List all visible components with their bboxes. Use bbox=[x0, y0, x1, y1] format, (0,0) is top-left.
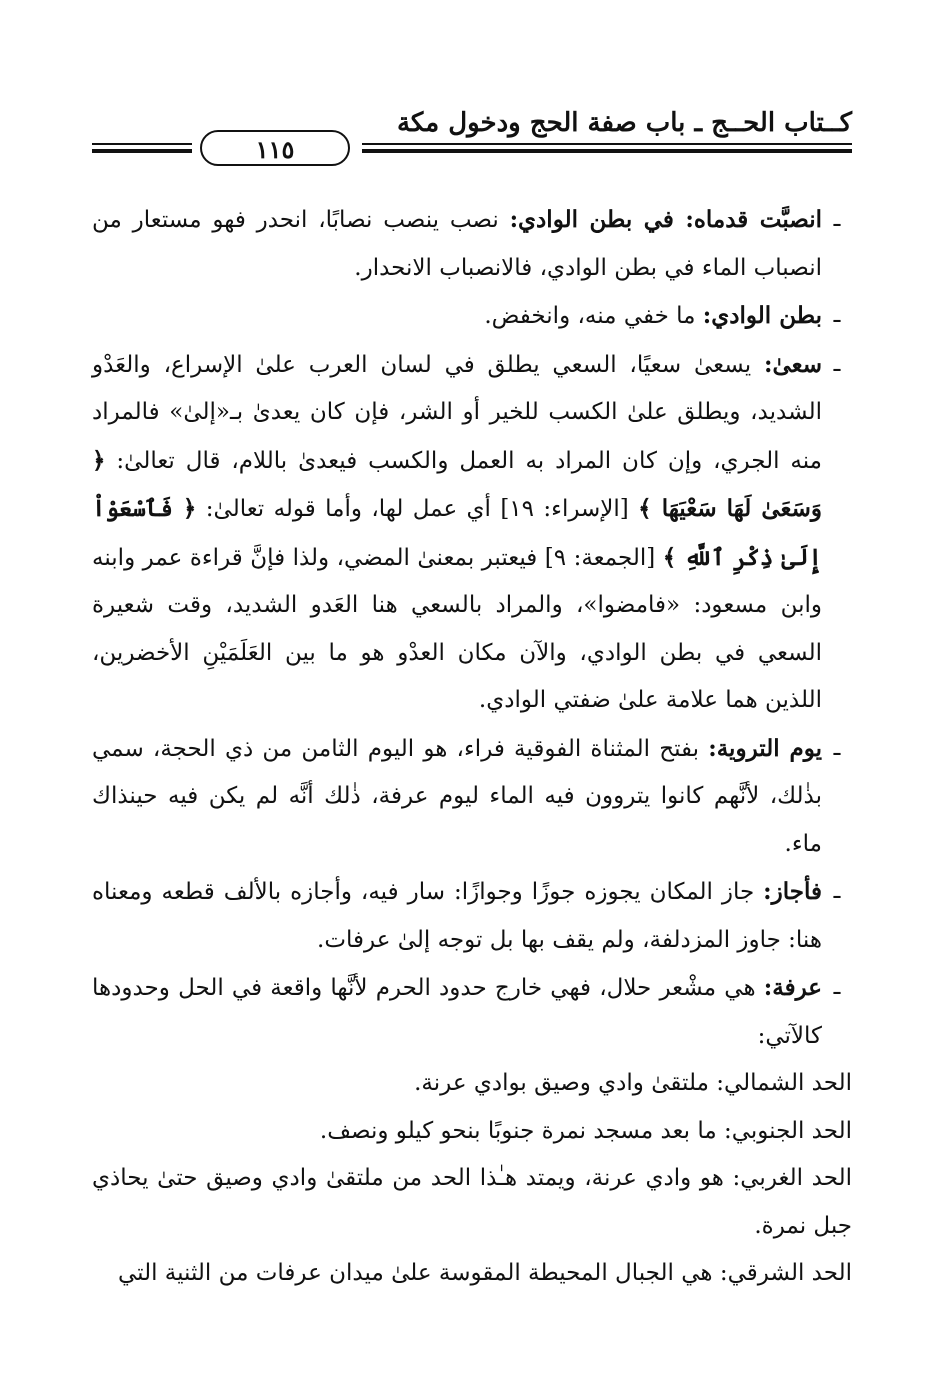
entry-text: [الإسراء: ١٩] أي عمل لها، وأما قوله تعالىٰ: bbox=[196, 496, 639, 522]
entry-text: هي مشْعر حلال، فهي خارج حدود الحرم لأنَّها واقعة في الحل وحدودها كالآتي: bbox=[92, 975, 822, 1049]
entry-tarwiya bbox=[92, 725, 852, 869]
boundary-west: الحد الغربي: هو وادي عرنة، ويمتد هـٰذا الحد من ملتقىٰ وادي وصيق حتىٰ يحاذي جبل نمرة. bbox=[92, 1165, 852, 1239]
entry-text: جاز المكان يجوزه جوزًا وجوازًا: سار فيه، وأجازه بالألف قطعه ومعناه هنا: جاوز المزدلفة، ولم يقف بها بل توجه إلىٰ عرفات. bbox=[92, 879, 822, 953]
entry-term: فأجاز: bbox=[763, 878, 822, 905]
entry-dash: ـ bbox=[833, 878, 841, 904]
entry-dash: ـ bbox=[833, 350, 841, 377]
entry-text: [الجمعة: ٩] فيعتبر بمعنىٰ المضي، ولذا فإنَّ قراءة عمر وابنه وابن مسعود: «فامضوا»، والمراد بالسعي هنا العَدو الشديد، وقت شعيرة السعي في بطن الوادي، والآن مكان العدْو هو ما بين العَلَمَيْنِ الأخضرين، اللذين هما علامة علىٰ ضفتي الوادي. bbox=[92, 544, 822, 713]
entry-term: يوم التروية: bbox=[708, 734, 822, 762]
entry-arafa bbox=[92, 964, 852, 1060]
boundary-north: الحد الشمالي: ملتقىٰ وادي وصيق بوادي عرنة. bbox=[414, 1070, 852, 1096]
entry-text: ما خفي منه، وانخفض. bbox=[484, 303, 703, 329]
entry-term: عرفة: bbox=[763, 974, 822, 1001]
entry-term: بطن الوادي: bbox=[702, 302, 822, 329]
quran-verse: ﴿ وَسَعَىٰ لَهَا سَعْيَهَا ﴾ bbox=[92, 446, 822, 522]
entry-term: انصبَّت قدماه: في بطن الوادي: bbox=[509, 206, 823, 233]
entry-text: يسعىٰ سعيًا، السعي يطلق في لسان العرب علىٰ الإسراع، والعَدْو الشديد، ويطلق علىٰ الكسب للخير أو الشر، فإن كان يعدىٰ بـ«إلىٰ» فالمراد منه الجري، وإن كان المراد به العمل والكسب فيعدىٰ باللام، قال تعالىٰ: bbox=[92, 351, 822, 474]
entry-dash: ـ bbox=[833, 302, 841, 328]
entry-ajaz bbox=[92, 868, 852, 964]
quran-verse: ﴿ فَٱسْعَوْاْ إِلَىٰ ذِكْرِ ٱللَّهِ ﴾ bbox=[92, 495, 822, 571]
page-header bbox=[92, 100, 852, 170]
entry-dash: ـ bbox=[833, 974, 841, 1000]
header-rule-right bbox=[362, 143, 852, 153]
boundary-east: الحد الشرقي: هي الجبال المحيطة المقوسة علىٰ ميدان عرفات من الثنية التي bbox=[117, 1260, 852, 1286]
entry-insabbat bbox=[92, 196, 852, 292]
entry-dash: ـ bbox=[833, 206, 841, 232]
entry-saa bbox=[92, 341, 852, 725]
entry-text: نصب ينصب نصابًا، انحدر فهو مستعار من انصباب الماء في بطن الوادي، فالانصباب الانحدار. bbox=[92, 207, 822, 281]
entry-term: سعىٰ: bbox=[763, 350, 822, 378]
entry-batn-alwadi bbox=[92, 292, 852, 341]
entry-dash: ـ bbox=[833, 734, 841, 761]
page-body bbox=[92, 196, 852, 1298]
header-rule-left bbox=[92, 143, 192, 153]
page-number: ١١٥ bbox=[200, 130, 350, 166]
running-title: كــتاب الحــج ـ باب صفة الحج ودخول مكة bbox=[396, 108, 852, 138]
boundary-south: الحد الجنوبي: ما بعد مسجد نمرة جنوبًا بنحو كيلو ونصف. bbox=[319, 1117, 852, 1144]
entry-text: بفتح المثناة الفوقية فراء، هو اليوم الثامن من ذي الحجة، سمي بذٰلك، لأنَّهم كانوا يتروون فيه الماء ليوم عرفة، ذٰلك أنَّه لم يكن فيه حينذاك ماء. bbox=[92, 735, 822, 857]
